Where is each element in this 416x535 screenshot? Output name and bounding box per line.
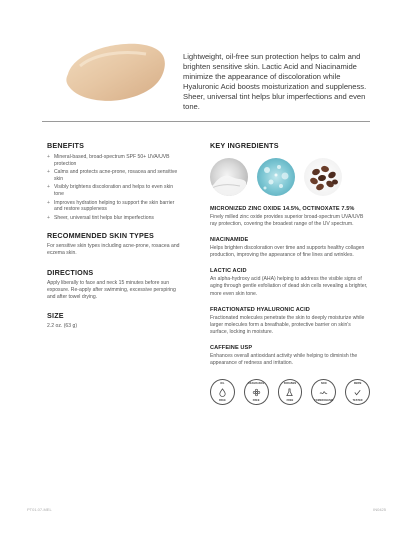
zinc-oxide-powder-image bbox=[210, 158, 248, 196]
benefits-title: BENEFITS bbox=[47, 141, 85, 150]
coffee-beans-image bbox=[304, 158, 342, 196]
hyaluronic-acid-gel-image bbox=[257, 158, 295, 196]
directions-section bbox=[47, 268, 182, 301]
ingredient-item bbox=[210, 237, 370, 259]
flower-icon bbox=[252, 388, 261, 397]
ingredient-item bbox=[210, 345, 370, 367]
ingredient-item bbox=[210, 268, 370, 297]
benefit-item: + Visibly brightens discoloration and helps to even skin tone bbox=[47, 184, 182, 197]
intro-text: Lightweight, oil-free sun protection helps to calm and brighten sensitive skin. Lactic Acid and Niacinamide minimize the appearance of discoloration while Hyaluronic Acid boosts moisturization and suppleness. Sheer, universal tint helps blur imperfections and even tone. bbox=[183, 51, 367, 112]
divider-rule bbox=[42, 121, 370, 122]
pore-icon bbox=[319, 388, 328, 397]
ingredient-name: LACTIC ACID bbox=[210, 268, 247, 275]
benefit-item: + Mineral-based, broad-spectrum SPF 50+ UVA/UVB protection bbox=[47, 154, 182, 167]
ingredient-text: Helps brighten discoloration over time and supports healthy collagen production, improving the appearance of fine lines and wrinkles. bbox=[210, 245, 365, 259]
left-column bbox=[47, 141, 182, 330]
key-ingredients-title: KEY INGREDIENTS bbox=[210, 141, 279, 150]
ingredient-item bbox=[210, 206, 370, 228]
derm-tested-badge: DERM TESTED bbox=[345, 379, 370, 405]
ingredient-name: NIACINAMIDE bbox=[210, 237, 249, 244]
paraben-free-badge: PARABEN FREE bbox=[278, 379, 303, 405]
non-comedogenic-badge: NON COMEDOGENIC bbox=[311, 379, 336, 405]
directions-text: Apply liberally to face and neck 15 minutes before sun exposure. Re-apply after swimming, excessive perspiring and after towel drying. bbox=[47, 279, 176, 300]
skin-types-section bbox=[47, 231, 182, 257]
ingredient-text: Finely milled zinc oxide provides superior broad-spectrum UVA/UVB ray protection, covering the broadest range of the UV spectrum. bbox=[210, 214, 364, 228]
ingredient-list bbox=[210, 206, 370, 367]
fragrance-free-badge: FRAGRANCE FREE bbox=[244, 379, 269, 405]
size-text: 2.2 oz. (63 g) bbox=[47, 322, 78, 329]
right-column bbox=[210, 141, 370, 405]
flask-icon bbox=[285, 388, 294, 397]
size-title: SIZE bbox=[47, 310, 64, 320]
claims-badges bbox=[210, 379, 370, 405]
size-section bbox=[47, 311, 182, 330]
directions-title: DIRECTIONS bbox=[47, 267, 94, 277]
skin-types-text: For sensitive skin types including acne-prone, rosacea and eczema skin. bbox=[47, 243, 180, 257]
benefit-item: + Sheer, universal tint helps blur imperfections bbox=[47, 215, 182, 222]
ingredient-images bbox=[210, 158, 370, 196]
oil-drop-icon bbox=[218, 388, 227, 397]
benefit-item: + Improves hydration helping to support the skin barrier and restore suppleness bbox=[47, 200, 182, 213]
ingredient-name: CAFFEINE USP bbox=[210, 344, 253, 351]
benefit-item: + Calms and protects acne-prone, rosacea and sensitive skin bbox=[47, 169, 182, 182]
oil-free-badge: OIL FREE bbox=[210, 379, 235, 405]
ingredient-text: Fractionated molecules penetrate the skin to deeply moisturize while larger molecules form a breathable, protective barrier on skin's surface, locking in moisture. bbox=[210, 314, 365, 335]
benefits-list bbox=[47, 154, 182, 221]
ingredient-item bbox=[210, 307, 370, 336]
ingredient-name: FRACTIONATED HYALURONIC ACID bbox=[210, 306, 310, 313]
footer-code-left: PT01.07-MEL bbox=[27, 507, 52, 512]
footer-code-right: IN0425 bbox=[373, 507, 386, 512]
ingredient-name: MICRONIZED ZINC OXIDE 14.5%, OCTINOXATE 7.5% bbox=[210, 206, 355, 212]
skin-types-title: RECOMMENDED SKIN TYPES bbox=[47, 231, 155, 241]
ingredient-text: Enhances overall antioxidant activity while helping to diminish the appearance of redness and irritation. bbox=[210, 352, 358, 367]
check-icon bbox=[353, 388, 362, 397]
product-tint-swatch bbox=[60, 36, 172, 106]
ingredient-text: An alpha-hydroxy acid (AHA) helping to address the visible signs of aging through gentle exfoliation of dead skin cells revealing a brighter, more even skin tone. bbox=[210, 276, 368, 297]
